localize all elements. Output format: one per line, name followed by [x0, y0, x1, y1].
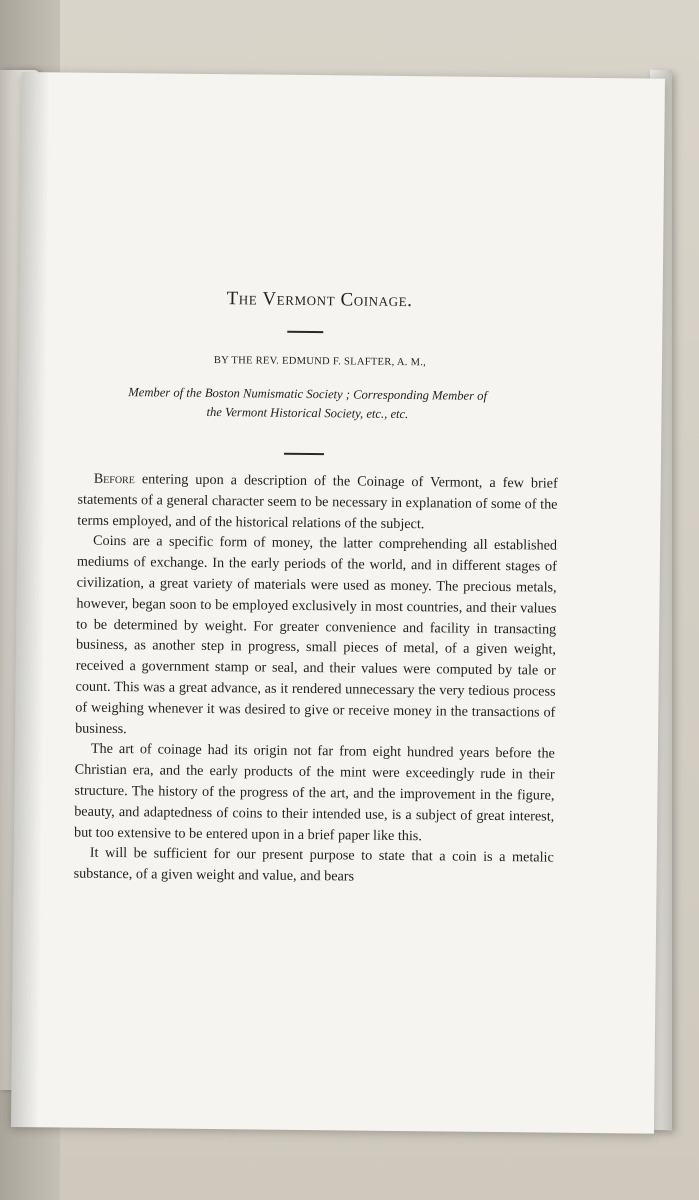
author-byline: BY THE REV. EDMUND F. SLAFTER, A. M., [213, 355, 427, 369]
lead-word: Before [93, 470, 135, 488]
paragraph [73, 843, 553, 890]
affiliation-line: the Vermont Historical Society, etc., etc. [206, 404, 409, 422]
book-page [11, 72, 665, 1134]
header-divider [284, 453, 324, 455]
paragraph [74, 739, 555, 848]
paragraph-text: entering upon a description of the Coinage of Vermont, a few brief statements of a general character seem to be necessary in explanation of some of the terms employed, and of the historical relations of the subject. [77, 471, 558, 532]
paragraph [75, 531, 557, 744]
article-body [73, 469, 557, 890]
article-title: The Vermont Coinage. [226, 288, 413, 312]
title-divider [287, 331, 323, 333]
paragraph-text: It will be sufficient for our present purpose to state that a coin is a metalic substance, of a given weight and value, and bears [73, 845, 554, 885]
paragraph [77, 469, 558, 536]
author-affiliation [56, 382, 558, 425]
paragraph-text: Coins are a specific form of money, the latter comprehending all established mediums of exchange. In the early periods of the world, and in different stages of civilization, a great variety of materials were used as money. The precious metals, however, began soon to be employed exclusively in most countries, and their values to be determined by weight. For greater convenience and facility in transacting business, as another step in progress, small pieces of metal, of a given weight, received a government stamp or seal, and their values were computed by tale or count. This was a great advance, as it rendered unnecessary the very tedious process of weighing whenever it was desired to give or receive money in the transactions of business. [75, 533, 558, 737]
paragraph-text: The art of coinage had its origin not far from eight hundred years before the Christian era, and the early products of the mint were exceedingly rude in their structure. The history of the progress of the art, and the improvement in the figure, beauty, and adaptedness of coins to their intended use, is a subject of great interest, but too extensive to be entered upon in a brief paper like this. [73, 741, 555, 844]
affiliation-line: Member of the Boston Numismatic Society ; Corresponding Member of [128, 385, 488, 403]
